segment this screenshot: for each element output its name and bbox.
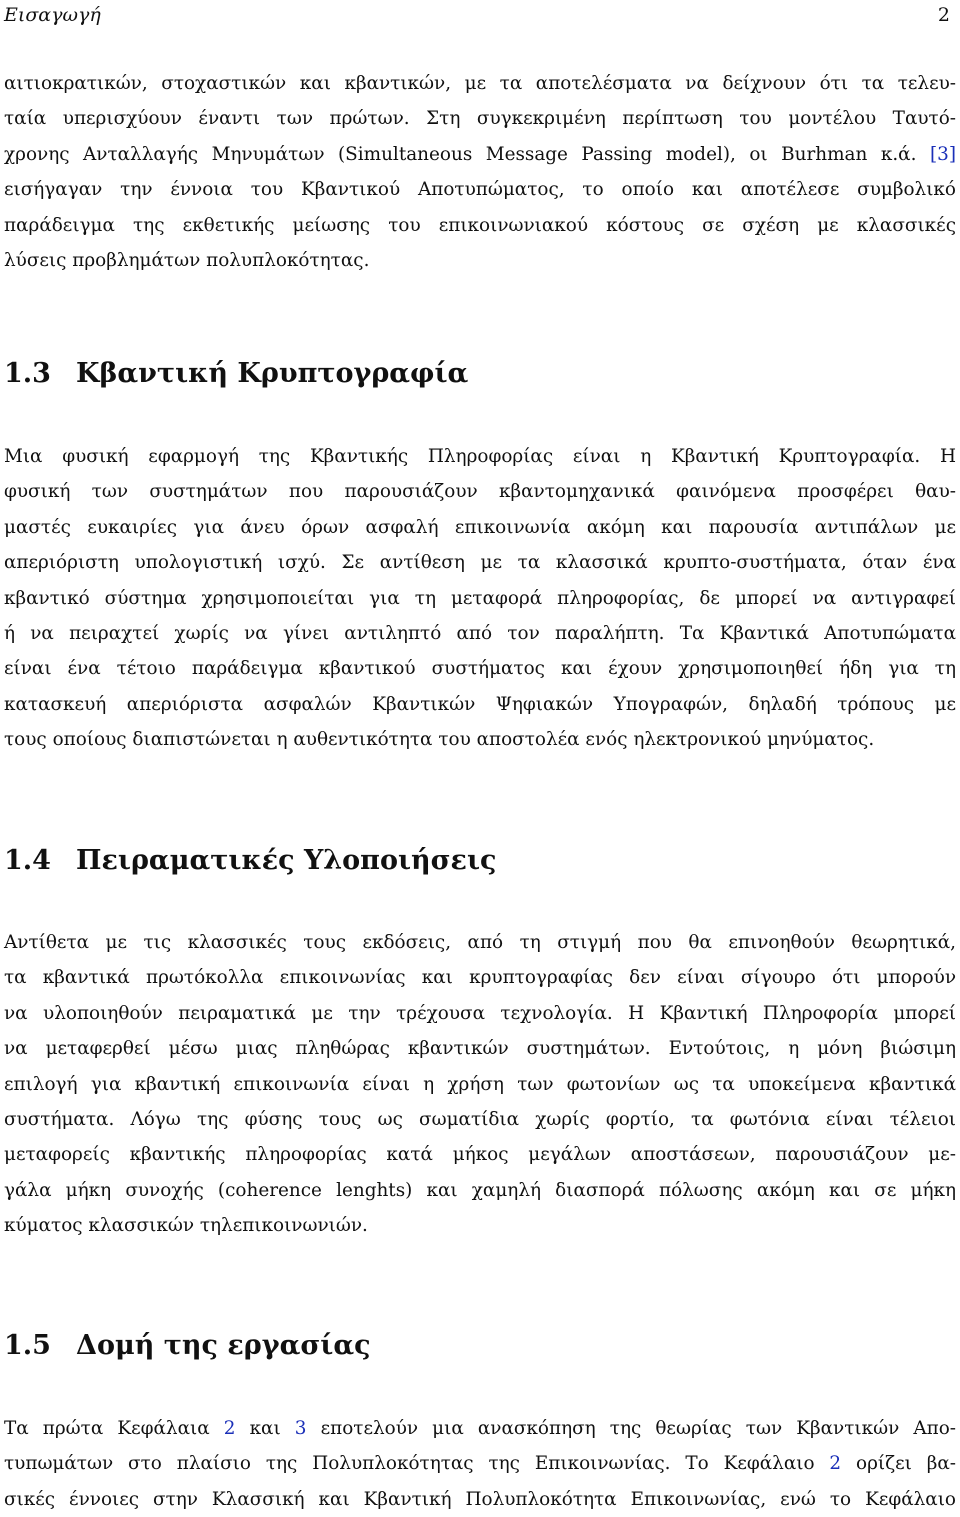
- header-chapter-title: Εισαγωγή: [4, 4, 101, 26]
- header-page-number: 2: [937, 4, 950, 26]
- text-line: μαστές ευκαιρίες για άνευ όρων ασφαλή επικοινωνία ακόμη και παρουσία αντιπάλων με: [4, 516, 956, 538]
- chapter-ref-link[interactable]: 2: [223, 1418, 236, 1439]
- text-line: Αντίθετα με τις κλασσικές τους εκδόσεις, από τη στιγμή που θα επινοηθούν θεωρητικά,: [4, 932, 956, 953]
- text-line: να μεταφερθεί μέσω μιας πληθώρας κβαντικών συστημάτων. Εντούτοις, η μόνη βιώσιμη: [4, 1038, 956, 1060]
- section-title: Δομή της εργασίας: [76, 1330, 371, 1361]
- text-line: κατασκευή απεριόριστα ασφαλών Κβαντικών Ψηφιακών Υπογραφών, δηλαδή τρόπους με: [4, 693, 956, 715]
- text-line: [4, 137, 956, 172]
- section-heading-1-4: [4, 841, 496, 881]
- intro-paragraph: [4, 66, 956, 278]
- text-line: να υλοποιηθούν πειραματικά με την τρέχουσα τεχνολογία. Η Κβαντική Πληροφορία μπορεί: [4, 1002, 956, 1024]
- text-line: ή να πειραχτεί χωρίς να γίνει αντιληπτό από τον παραλήπτη. Τα Κβαντικά Αποτυπώματα: [4, 623, 956, 645]
- text-line: συστήματα. Λόγω της φύσης τους ως σωματίδια χωρίς φορτίο, τα φωτόνια είναι τέλειοι: [4, 1109, 956, 1131]
- chapter-ref-link[interactable]: 2: [829, 1453, 842, 1475]
- chapter-ref-link[interactable]: 3: [294, 1418, 307, 1439]
- text-line: είναι ένα τέτοιο παράδειγμα κβαντικού συστήματος και έχουν χρησιμοποιηθεί ήδη για τη: [4, 658, 956, 680]
- text-line: εισήγαγαν την έννοια του Κβαντικού Αποτυπώματος, το οποίο και αποτέλεσε συμβολικό: [4, 179, 956, 201]
- text-line-part: Τα πρώτα Κεφάλαια: [4, 1418, 210, 1439]
- text-line: τους οποίους διαπιστώνεται η αυθεντικότητα του αποστολέα ενός ηλεκτρονικού μηνύματος.: [4, 729, 875, 751]
- text-line: κύματος κλασσικών τηλεπικοινωνιών.: [4, 1215, 368, 1237]
- text-line-part: και: [249, 1418, 281, 1439]
- section-heading-1-5: [4, 1326, 371, 1366]
- text-line: αιτιοκρατικών, στοχαστικών και κβαντικών, με τα αποτελέσματα να δείχνουν ότι τα τελευ-: [4, 73, 956, 94]
- section-1-4-paragraph: [4, 925, 956, 1244]
- text-line: απεριόριστη υπολογιστική ισχύ. Σε αντίθεση με τα κλασσικά κρυπτο-συστήματα, όταν ένα: [4, 552, 956, 574]
- section-1-3-paragraph: [4, 439, 956, 758]
- text-line: μεταφορείς κβαντικής πληροφορίας κατά μήκος μεγάλων αποστάσεων, παρουσιάζουν με-: [4, 1144, 956, 1166]
- text-line: επιλογή για κβαντική επικοινωνία είναι η χρήση των φωτονίων ως τα υποκείμενα κβαντικά: [4, 1073, 956, 1095]
- text-line: τα κβαντικά πρωτόκολλα επικοινωνίας και κρυπτογραφίας δεν είναι σίγουρο ότι μπορούν: [4, 967, 956, 989]
- text-line: κβαντικό σύστημα χρησιμοποιείται για τη μεταφορά πληροφορίας, δε μπορεί να αντιγραφεί: [4, 587, 956, 609]
- text-line-part: εποτελούν μια ανασκόπηση της θεωρίας των Κβαντικών Απο-: [320, 1418, 957, 1439]
- text-line: Μια φυσική εφαρμογή της Κβαντικής Πληροφορίας είναι η Κβαντική Κρυπτογραφία. Η: [4, 446, 956, 467]
- text-line: γάλα μήκη συνοχής (coherence lenghts) και χαμηλή διασπορά πόλωσης ακόμη και σε μήκη: [4, 1179, 956, 1201]
- text-line: σικές έννοιες στην Κλασσική και Κβαντική Πολυπλοκότητα Επικοινωνίας, ενώ το Κεφάλαιο: [4, 1488, 956, 1510]
- section-heading-1-3: [4, 354, 468, 394]
- text-line-part: χρονης Ανταλλαγής Μηνυμάτων (Simultaneous Message Passing model), οι Burhman κ.ά.: [4, 143, 917, 165]
- text-line-part: τυπωμάτων στο πλαίσιο της Πολυπλοκότητας της Επικοινωνίας. Το Κεφάλαιο: [4, 1453, 815, 1475]
- text-line-part: ορίζει βα-: [856, 1453, 956, 1475]
- text-line: παράδειγμα της εκθετικής μείωσης του επικοινωνιακού κόστους σε σχέση με κλασσικές: [4, 214, 956, 236]
- text-line: ταία υπερισχύουν έναντι των πρώτων. Στη συγκεκριμένη περίπτωση του μοντέλου Ταυτό-: [4, 108, 956, 130]
- text-line: λύσεις προβλημάτων πολυπλοκότητας.: [4, 250, 370, 272]
- section-number: 1.5: [4, 1330, 51, 1361]
- citation-link[interactable]: [3]: [929, 143, 956, 165]
- text-line: [4, 1446, 956, 1481]
- section-title: Πειραματικές Υλοποιήσεις: [76, 845, 497, 876]
- text-line: [4, 1411, 956, 1446]
- running-header: [4, 0, 960, 30]
- section-number: 1.4: [4, 845, 51, 876]
- section-1-5-paragraph: [4, 1411, 956, 1517]
- section-number: 1.3: [4, 358, 51, 389]
- section-title: Κβαντική Κρυπτογραφία: [76, 358, 469, 389]
- text-line: φυσική των συστημάτων που παρουσιάζουν κβαντομηχανικά φαινόμενα προσφέρει θαυ-: [4, 481, 956, 503]
